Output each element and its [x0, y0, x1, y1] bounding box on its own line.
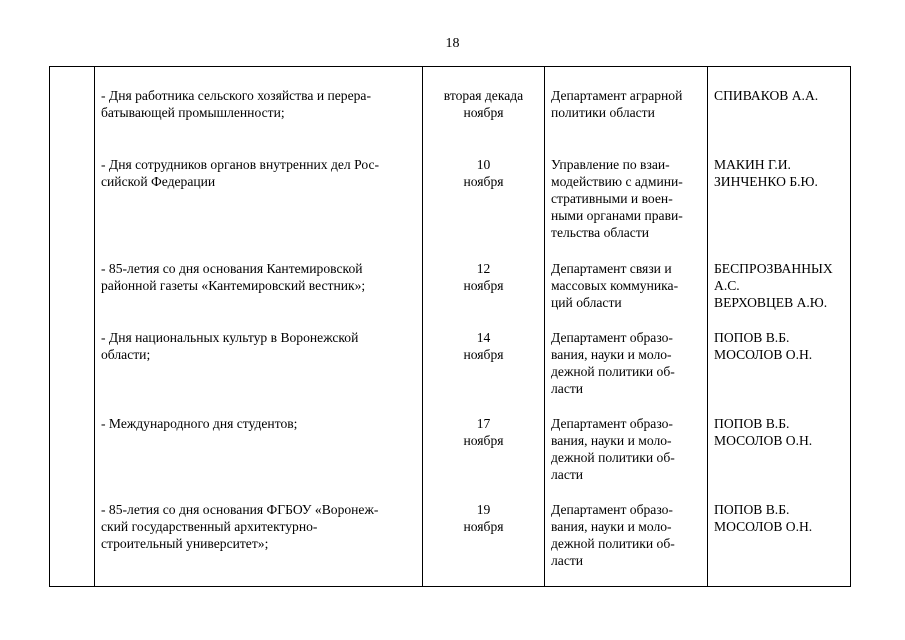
date-entry: 19 ноября [463, 502, 504, 534]
table-row [50, 67, 851, 587]
responsible-entry: МАКИН Г.И. ЗИНЧЕНКО Б.Ю. [714, 157, 818, 189]
event-entry [101, 156, 418, 190]
event-text-line: сийской Федерации [101, 174, 216, 189]
event-entry [101, 260, 418, 294]
department-entry: Департамент образо- вания, науки и моло- дежной политики об- ласти [551, 502, 675, 568]
responsible-entry: ПОПОВ В.Б. МОСОЛОВ О.Н. [714, 416, 813, 448]
department-entry: Управление по взаи- модействию с админи- стративными и воен- ными органами прави- тельства области [551, 157, 683, 240]
event-entry [101, 329, 418, 363]
event-text-line: районной газеты «Кантемировский вестник»; [101, 278, 366, 293]
event-text-line: - 85-летия со дня основания ФГБОУ «Воронеж- [101, 502, 379, 517]
event-text-line: области; [101, 347, 151, 362]
event-text-line: - Дня национальных культур в Воронежской [101, 330, 359, 345]
events-table [49, 66, 851, 587]
event-text-line: батывающей промышленности; [101, 105, 285, 120]
date-entry: 17 ноября [463, 416, 504, 448]
responsible-entry: ПОПОВ В.Б. МОСОЛОВ О.Н. [714, 502, 813, 534]
event-entry [101, 415, 418, 432]
event-text-line: - Дня сотрудников органов внутренних дел Рос- [101, 157, 380, 172]
page-number: 18 [445, 36, 460, 51]
department-column [545, 67, 708, 587]
department-entry: Департамент образо- вания, науки и моло- дежной политики об- ласти [551, 416, 675, 482]
event-entry [101, 87, 418, 121]
date-entry: вторая декада ноября [443, 88, 524, 120]
index-column [50, 67, 95, 587]
event-entry [101, 501, 418, 552]
event-text-line: ский государственный архитектурно- [101, 519, 318, 534]
department-entry: Департамент образо- вания, науки и моло- дежной политики об- ласти [551, 330, 675, 396]
responsible-entry: СПИВАКОВ А.А. [714, 88, 819, 103]
responsible-column [708, 67, 851, 587]
date-entry: 10 ноября [463, 157, 504, 189]
event-text-line: - Международного дня студентов; [101, 416, 298, 431]
event-text-line: - Дня работника сельского хозяйства и перера- [101, 88, 371, 103]
department-entry: Департамент аграрной политики области [551, 88, 683, 120]
event-column [95, 67, 423, 587]
responsible-entry: ПОПОВ В.Б. МОСОЛОВ О.Н. [714, 330, 813, 362]
event-text-line: строительный университет»; [101, 536, 269, 551]
department-entry: Департамент связи и массовых коммуника- ций области [551, 261, 679, 310]
responsible-entry: БЕСПРОЗВАННЫХ А.С. ВЕРХОВЦЕВ А.Ю. [714, 261, 833, 310]
date-entry: 14 ноября [463, 330, 504, 362]
event-text-line: - 85-летия со дня основания Кантемировской [101, 261, 363, 276]
date-entry: 12 ноября [463, 261, 504, 293]
date-column [423, 67, 545, 587]
